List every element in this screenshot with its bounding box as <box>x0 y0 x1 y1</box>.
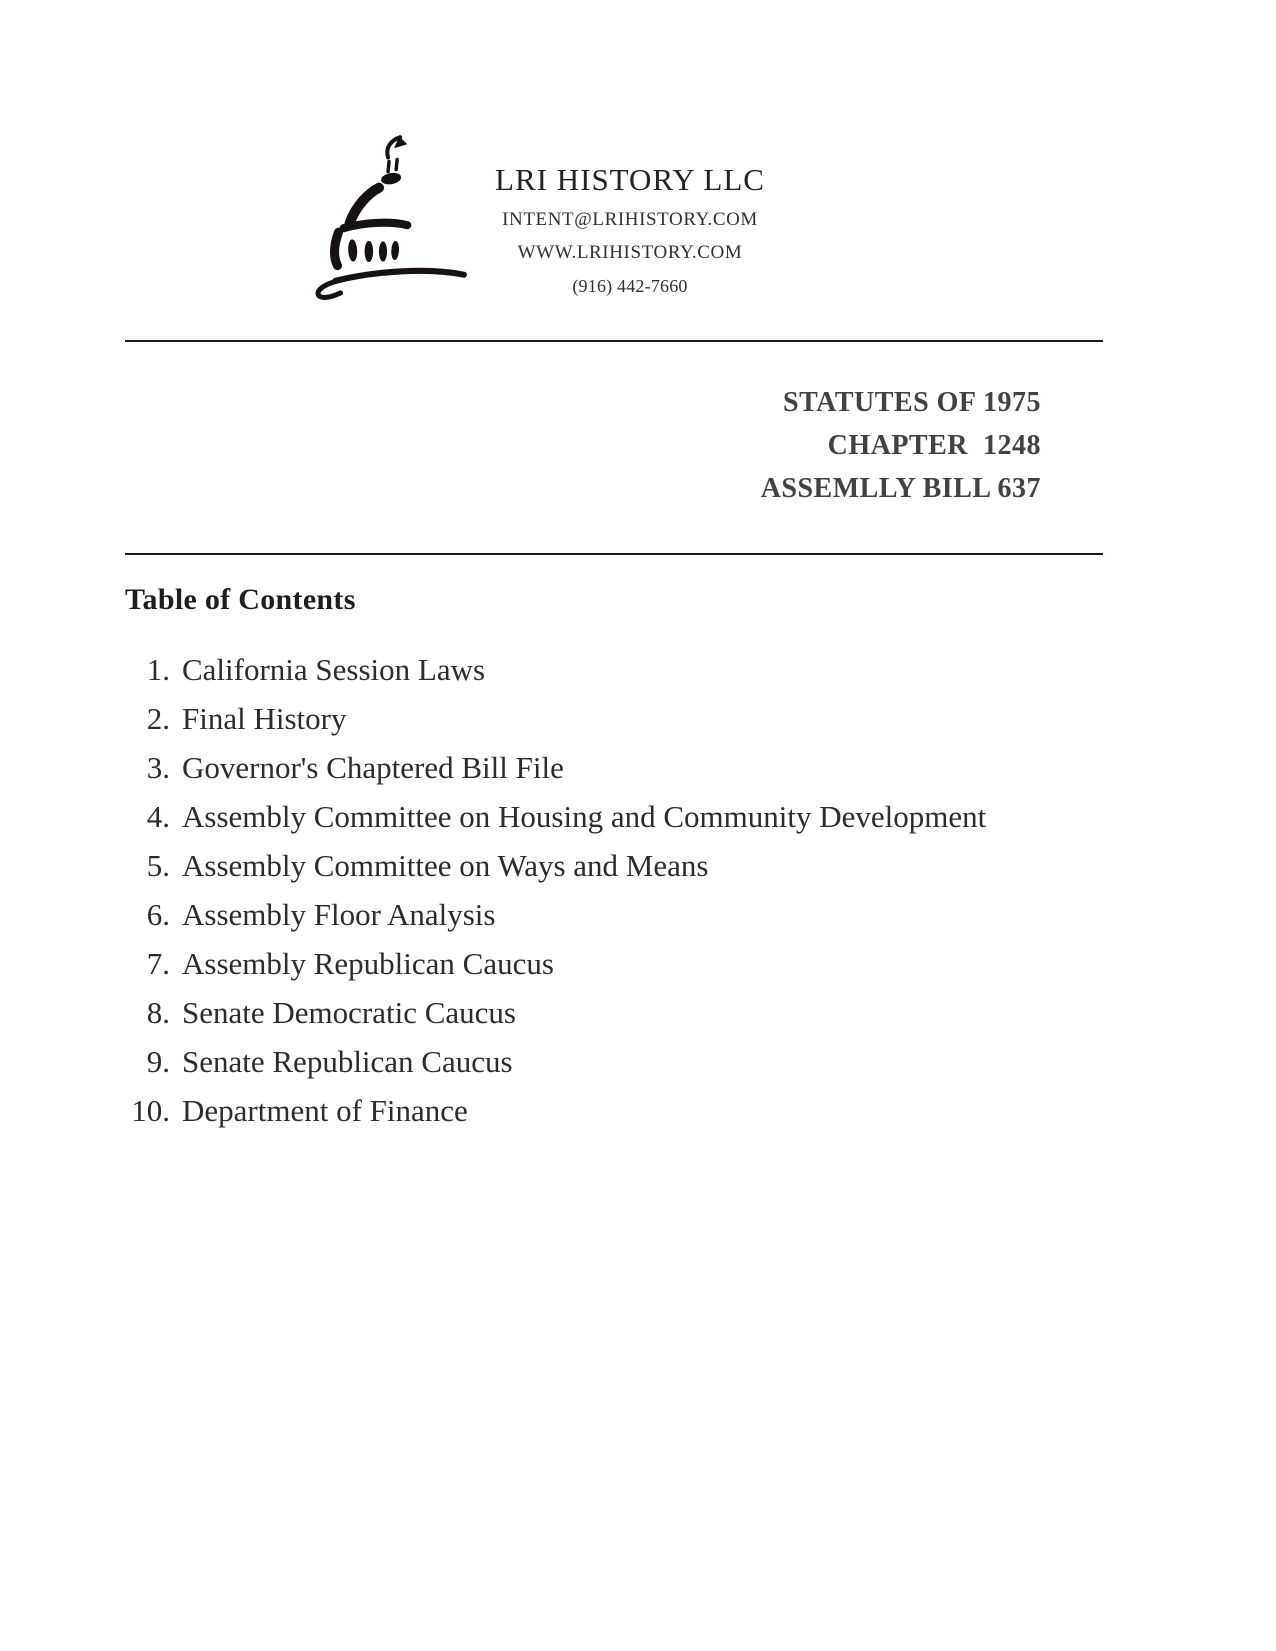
phone-text: (916) 442-7660 <box>572 276 688 296</box>
toc-item-label: Department of Finance <box>182 1093 468 1128</box>
toc-title: Table of Contents <box>125 583 356 616</box>
toc-item-number: 10. <box>131 1093 170 1128</box>
toc-item <box>114 652 1114 701</box>
website-text: WWW.LRIHISTORY.COM <box>517 242 743 263</box>
toc-item-number: 6. <box>146 897 170 932</box>
toc-item-label: Governor's Chaptered Bill File <box>182 750 564 785</box>
toc-item-number: 7. <box>146 946 170 981</box>
toc-item-label: Senate Republican Caucus <box>182 1044 513 1079</box>
toc-item-label: Assembly Committee on Ways and Means <box>182 848 709 883</box>
toc-item-label: Assembly Committee on Housing and Community Development <box>182 799 987 834</box>
toc-item-number: 1. <box>146 652 170 687</box>
toc-item-label: California Session Laws <box>182 652 486 687</box>
toc-item <box>114 1044 1114 1093</box>
statutes-year-line: STATUTES OF 1975 <box>783 387 1041 418</box>
toc-item-number: 5. <box>146 848 170 883</box>
toc-item-number: 3. <box>146 750 170 785</box>
letterhead-contact <box>380 160 880 299</box>
company-name: LRI HISTORY LLC <box>495 162 765 197</box>
email-text: INTENT@LRIHISTORY.COM <box>502 209 758 230</box>
bill-reference-block <box>761 381 1041 510</box>
toc-item <box>114 750 1114 799</box>
toc-item-label: Assembly Republican Caucus <box>182 946 554 981</box>
toc-item <box>114 848 1114 897</box>
toc-item-label: Assembly Floor Analysis <box>182 897 496 932</box>
toc-item <box>114 946 1114 995</box>
toc-list <box>114 652 1114 1142</box>
toc-item <box>114 897 1114 946</box>
toc-item-label: Final History <box>182 701 347 736</box>
chapter-number-line: CHAPTER 1248 <box>827 430 1041 461</box>
toc-item-number: 2. <box>146 701 170 736</box>
horizontal-rule-top <box>125 340 1103 342</box>
toc-item <box>114 799 1114 848</box>
toc-item <box>114 1093 1114 1142</box>
toc-item <box>114 995 1114 1044</box>
horizontal-rule-bottom <box>125 553 1103 555</box>
toc-item-number: 9. <box>146 1044 170 1079</box>
toc-item-number: 8. <box>146 995 170 1030</box>
toc-item-label: Senate Democratic Caucus <box>182 995 516 1030</box>
assembly-bill-line: ASSEMLLY BILL 637 <box>760 473 1041 504</box>
toc-item-number: 4. <box>146 799 170 834</box>
toc-item <box>114 701 1114 750</box>
